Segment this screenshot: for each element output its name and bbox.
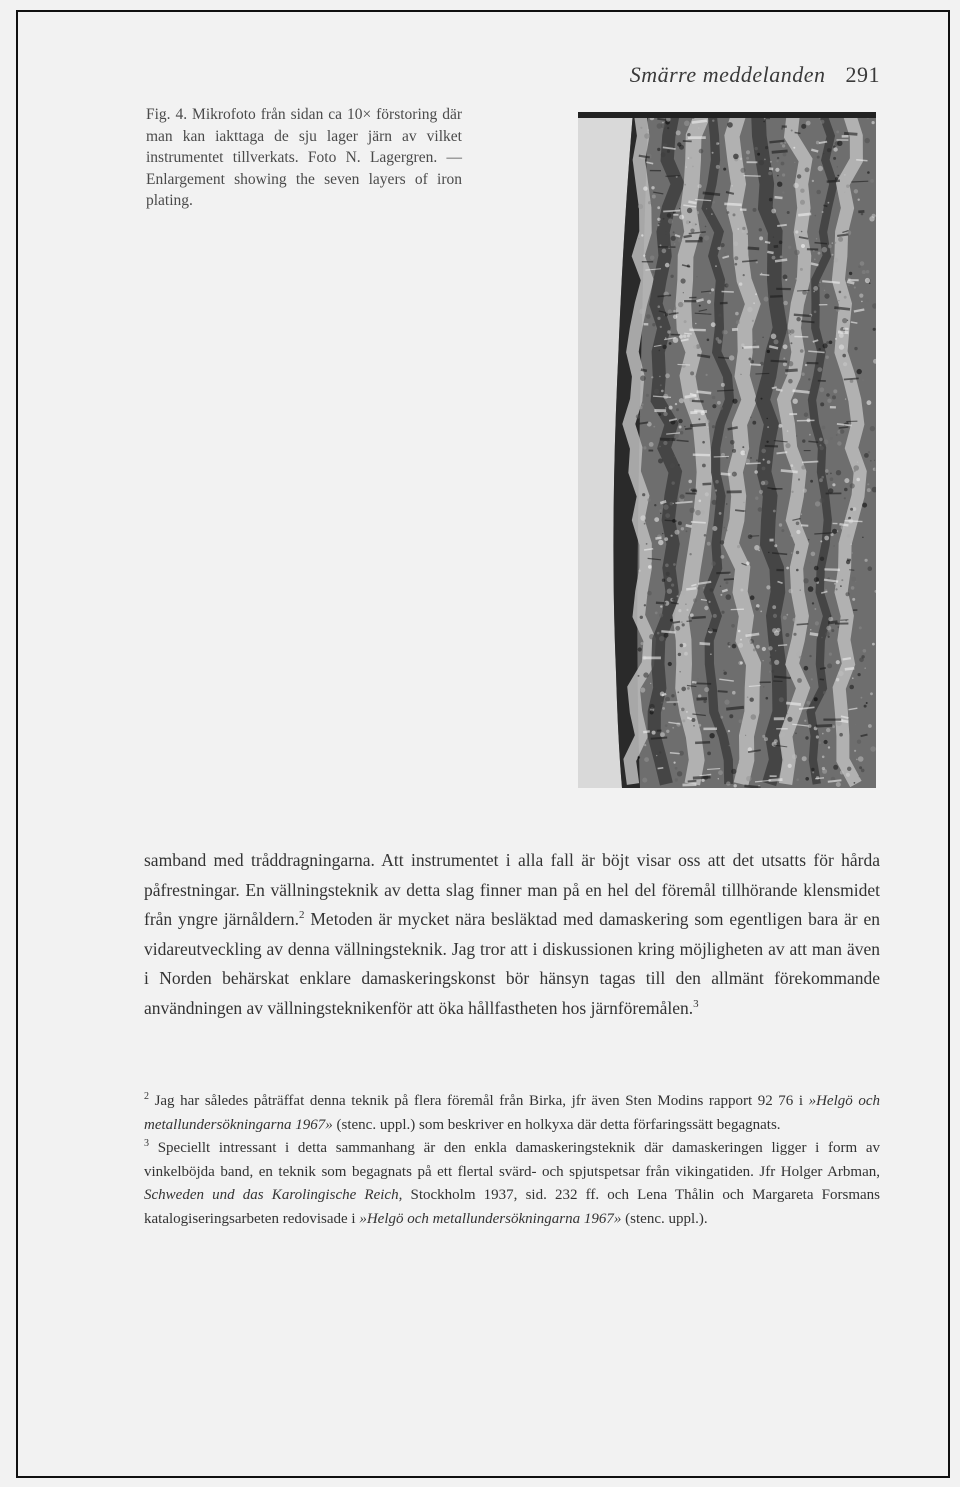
footnote-2-italic-title: »Helgö och metallundersökningarna 1967» (144, 1093, 880, 1133)
footnote-ref-2: 2 (299, 909, 305, 922)
footnote-3-text-b: Stockholm 1937, sid. 232 ff. och Lena Thålin och Margareta Forsmans katalogiseringsarbeten redovisade i (144, 1187, 880, 1227)
body-text-part2: Metoden är mycket nära besläktad med damaskering som egentligen bara är en vidareutveckling av denna vällningsteknik. Jag tror att i diskussionen kring möjligheten av att man även i Norden behärskat enklare damaskeringskonst bör hänsyn tagas till den allmänt förekommande användningen av vällningsteknikenför att öka hållfastheten hos järnföremålen. (144, 909, 880, 1018)
footnote-3-italic-title-a: Schweden und das Karolingische Reich, (144, 1187, 403, 1204)
footnote-3-text-a: Speciellt intressant i detta sammanhang är den enkla damaskeringsteknik där damaskeringen ligger i form av vinkelböjda band, en teknik som begagnats på ett flertal svärd- och spjutspetsar från vikingatiden. Jfr Holger Arbman, (144, 1140, 880, 1180)
micrograph-photo (578, 112, 876, 788)
running-head-title: Smärre meddelanden (629, 62, 826, 87)
footnote-ref-3: 3 (693, 997, 699, 1010)
footnote-3-italic-title-b: »Helgö och metallundersökningarna 1967» (359, 1210, 622, 1227)
footnote-2-text-b: (stenc. uppl.) som beskriver en holkyxa där detta förfaringssätt begagnats. (332, 1116, 781, 1133)
body-text-part1: samband med tråddragningarna. Att instrumentet i alla fall är böjt visar oss att det utsatts för hårda påfrestningar. En vällningsteknik av detta slag finner man på en hel del föremål tillhörande klensmidet från yngre järnåldern. (144, 850, 880, 929)
body-paragraph (144, 846, 880, 1023)
page-number: 291 (845, 62, 880, 87)
footnote-3-text-c: (stenc. uppl.). (621, 1210, 708, 1227)
footnote-3-mark: 3 (144, 1138, 149, 1150)
footnote-2 (144, 1090, 880, 1137)
running-head (560, 62, 880, 88)
figure-caption: Fig. 4. Mikrofoto från sidan ca 10× förstoring där man kan iakttaga de sju lager järn av vilket instrumentet tillverkats. Foto N. Lagergren. — Enlargement showing the seven layers of iron plating. (146, 106, 462, 209)
footnote-2-mark: 2 (144, 1091, 149, 1102)
photo-micrograph-icon (578, 112, 876, 788)
footnote-2-text-a: Jag har således påträffat denna teknik på flera föremål från Birka, jfr även Sten Modins rapport 92 76 i (149, 1093, 809, 1109)
footnotes (144, 1090, 880, 1232)
footnote-3 (144, 1137, 880, 1231)
